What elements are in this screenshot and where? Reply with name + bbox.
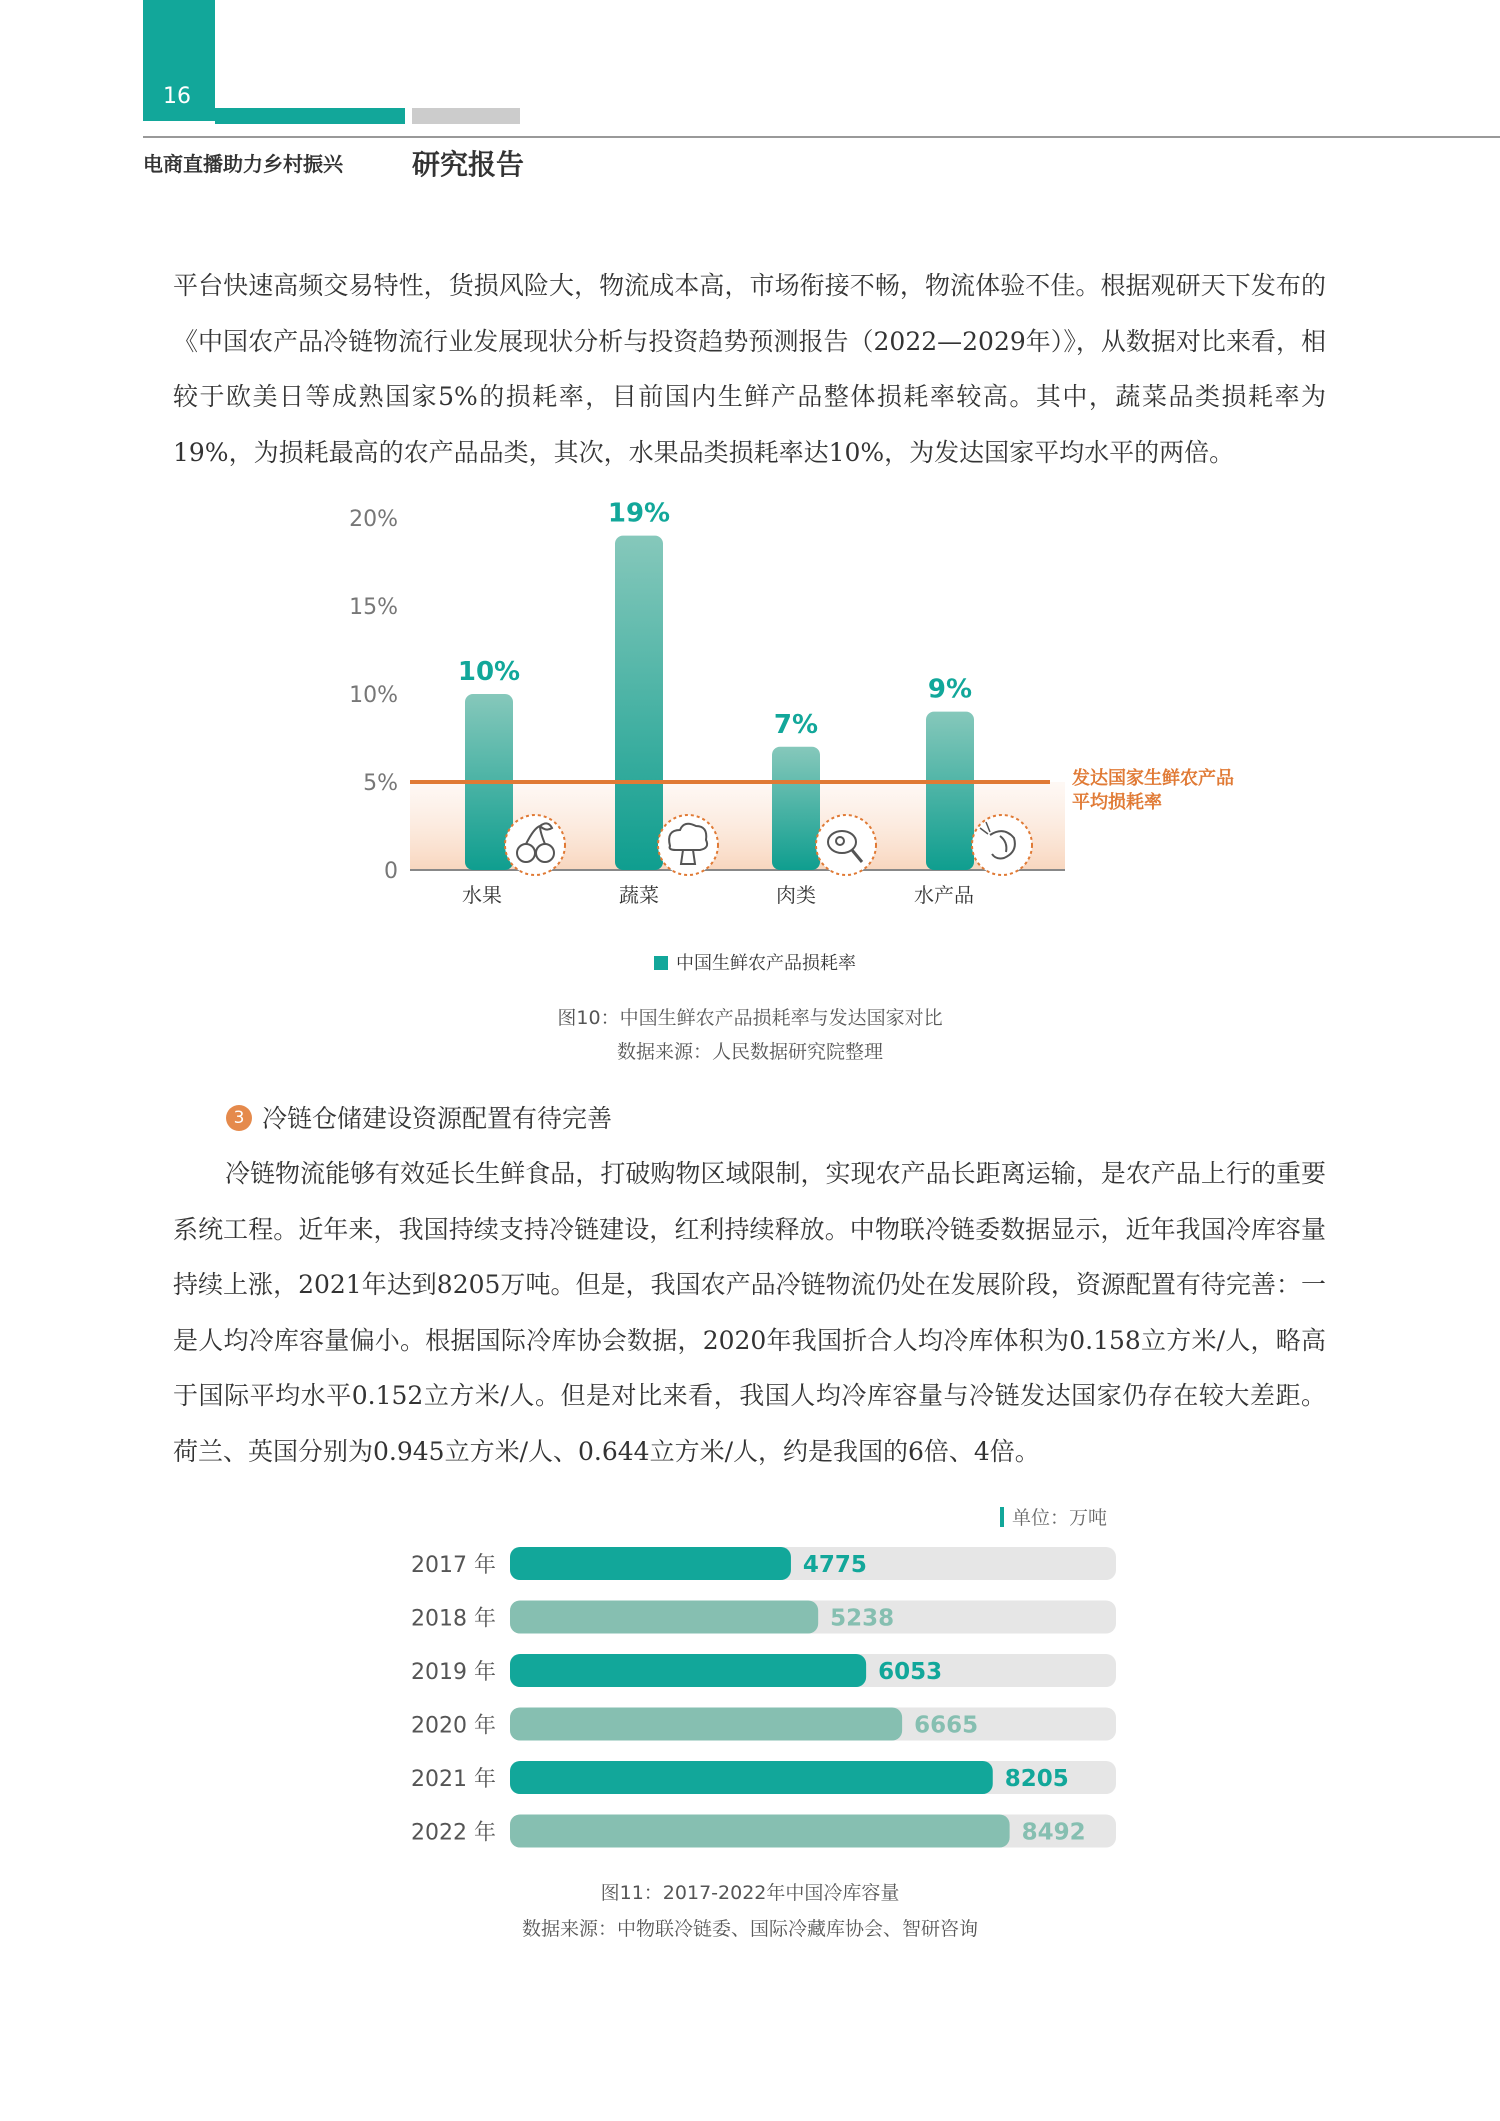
paragraph-2: 冷链物流能够有效延长生鲜食品，打破购物区域限制，实现农产品长距离运输，是农产品上行的重要系统工程。近年来，我国持续支持冷链建设，红利持续释放。中物联冷链委数据显示，近年我国冷库容量持续上涨，2021年达到8205万吨。但是，我国农产品冷链物流仍处在发展阶段，资源配置有待完善：一是人均冷库容量偏小。根据国际冷库协会数据，2020年我国折合人均冷库体积为0.158立方米/人，略高于国际平均水平0.152立方米/人。但是对比来看，我国人均冷库容量与冷链发达国家仍存在较大差距。荷兰、英国分别为0.945立方米/人、0.644立方米/人，约是我国的6倍、4倍。 <box>173 1159 1326 1466</box>
year-label: 2019 年 <box>411 1660 496 1685</box>
capacity-bar <box>510 1601 818 1634</box>
shrimp-icon <box>972 815 1032 875</box>
value-label-vegetables: 19% <box>607 498 671 529</box>
year-label: 2017 年 <box>411 1553 496 1578</box>
capacity-value: 8492 <box>1021 1819 1086 1846</box>
y-tick-5: 5% <box>363 771 398 796</box>
year-label: 2018 年 <box>411 1606 496 1632</box>
category-vegetables: 蔬菜 <box>619 883 659 907</box>
capacity-bar <box>510 1654 866 1687</box>
figure10-caption: 图10：中国生鲜农产品损耗率与发达国家对比 <box>557 1007 943 1029</box>
figure11-source: 数据来源：中物联冷链委、国际冷藏库协会、智研咨询 <box>521 1918 978 1940</box>
loss-rate-chart <box>0 490 1500 990</box>
capacity-value: 6053 <box>878 1659 943 1685</box>
unit-marker <box>1000 1507 1004 1527</box>
header-underline <box>215 108 405 124</box>
value-label-aquatic: 9% <box>927 674 973 705</box>
meat-icon <box>816 815 876 875</box>
report-title: 电商直播助力乡村振兴 <box>143 152 343 176</box>
figure11-caption: 图11：2017-2022年中国冷库容量 <box>600 1882 900 1904</box>
page-number: 16 <box>163 84 191 109</box>
capacity-value: 4775 <box>802 1552 867 1578</box>
category-aquatic: 水产品 <box>914 883 974 907</box>
capacity-bar <box>510 1761 993 1794</box>
capacity-value: 6665 <box>914 1712 979 1739</box>
value-label-fruit: 10% <box>457 657 521 687</box>
paragraph-1: 平台快速高频交易特性，货损风险大，物流成本高，市场衔接不畅，物流体验不佳。根据观研天下发布的《中国农产品冷链物流行业发展现状分析与投资趋势预测报告（2022—2029年）》，从数据对比来看，相较于欧美日等成熟国家5%的损耗率，目前国内生鲜产品整体损耗率较高。其中，蔬菜品类损耗率为19%，为损耗最高的农产品品类，其次，水果品类损耗率达10%，为发达国家平均水平的两倍。 <box>173 271 1326 467</box>
capacity-value: 5238 <box>830 1605 895 1632</box>
y-tick-10: 10% <box>349 683 398 708</box>
year-label: 2020 年 <box>411 1713 496 1739</box>
bar-meat <box>772 747 820 870</box>
y-tick-15: 15% <box>349 595 398 620</box>
figure10-source: 数据来源：人民数据研究院整理 <box>616 1041 883 1063</box>
section-heading: 冷链仓储建设资源配置有待完善 <box>262 1104 613 1133</box>
y-tick-20: 20% <box>349 507 398 532</box>
category-fruit: 水果 <box>462 883 502 907</box>
capacity-bar <box>510 1708 902 1741</box>
cherry-icon <box>505 815 565 875</box>
report-type: 研究报告 <box>412 148 525 181</box>
y-tick-0: 0 <box>384 859 398 884</box>
legend-label: 中国生鲜农产品损耗率 <box>676 953 856 974</box>
bar-vegetables <box>615 536 663 870</box>
cold-storage-chart <box>0 1495 1500 1865</box>
reference-label-1: 发达国家生鲜农产品 <box>1072 768 1234 789</box>
year-label: 2022 年 <box>411 1820 496 1846</box>
reference-label-2: 平均损耗率 <box>1072 792 1162 813</box>
header-grey-block <box>412 108 520 124</box>
section-number-badge: 3 <box>226 1105 252 1131</box>
header-rule <box>143 136 1500 138</box>
category-meat: 肉类 <box>776 883 816 907</box>
capacity-bar <box>510 1547 791 1580</box>
unit-label: 单位：万吨 <box>1012 1507 1108 1529</box>
capacity-value: 8205 <box>1004 1766 1069 1792</box>
year-label: 2021 年 <box>411 1767 496 1792</box>
capacity-bar <box>510 1815 1010 1848</box>
legend-swatch <box>654 956 668 970</box>
bar-aquatic <box>926 712 974 870</box>
value-label-meat: 7% <box>773 709 819 740</box>
broccoli-icon <box>658 815 718 875</box>
